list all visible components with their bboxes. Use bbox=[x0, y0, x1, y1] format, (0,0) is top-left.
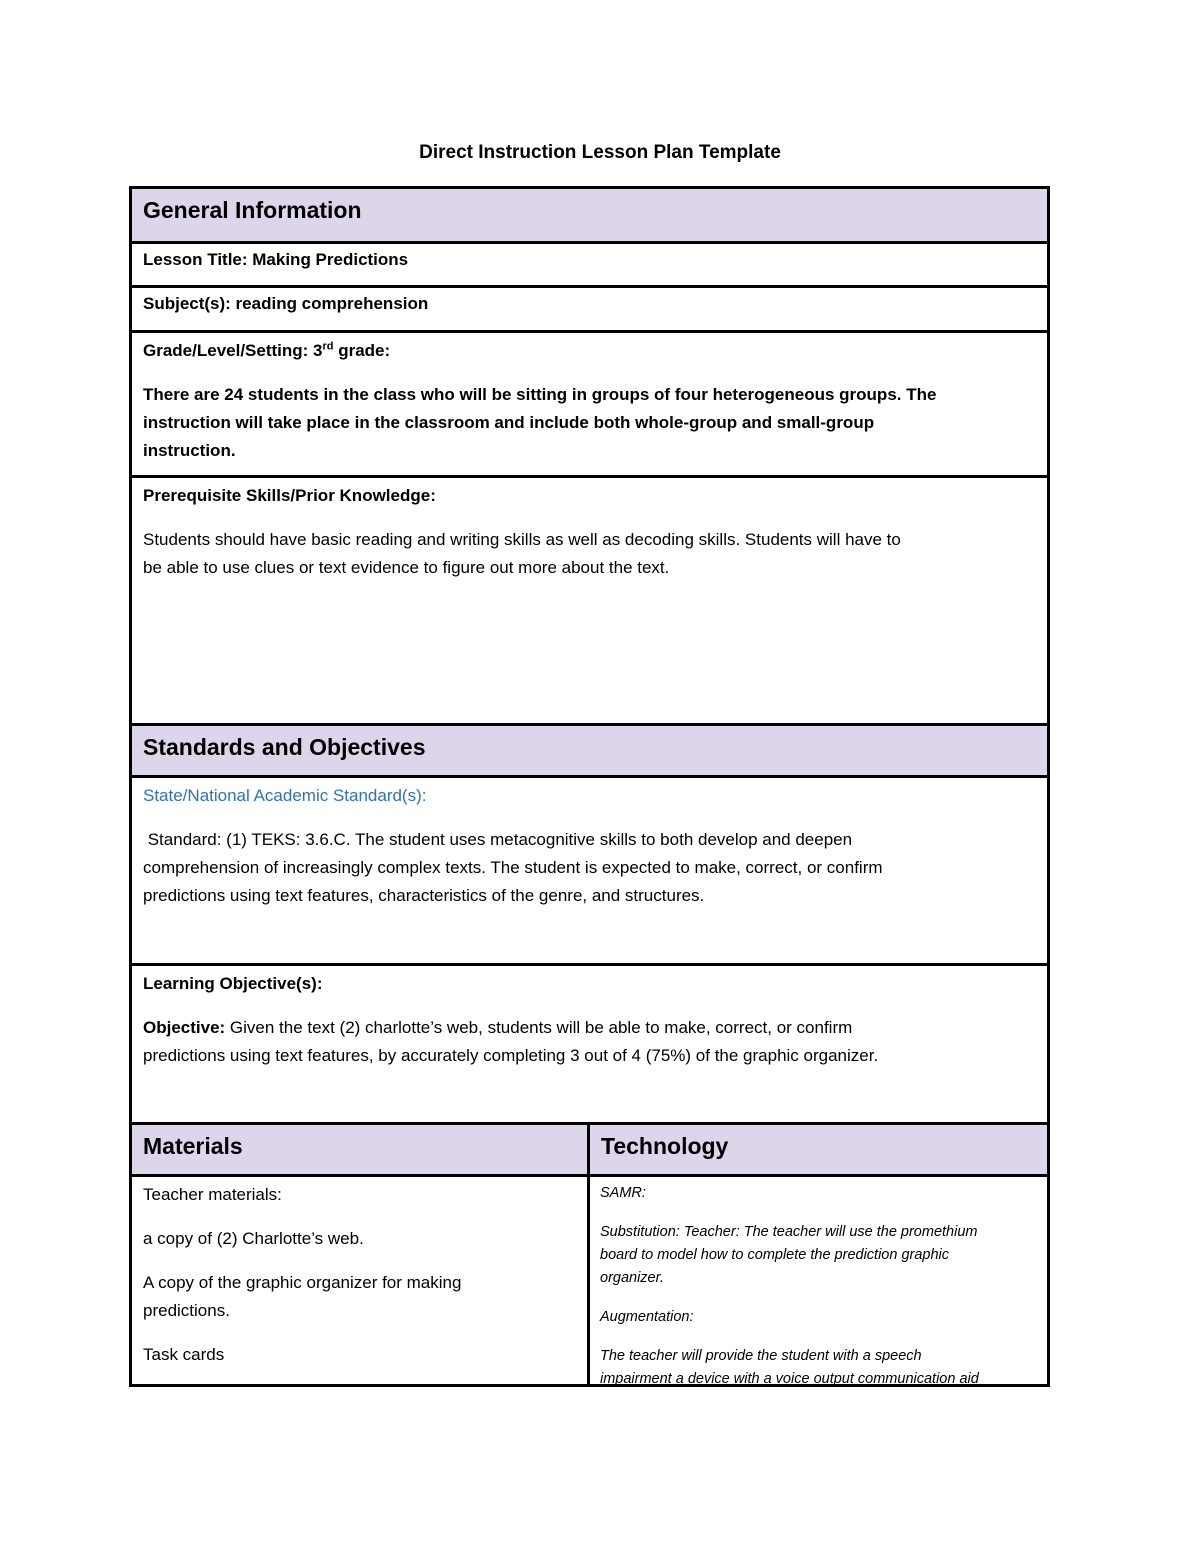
prerequisite-text-line-2: be able to use clues or text evidence to figure out more about the text. bbox=[143, 558, 670, 577]
prerequisite-skills-row bbox=[132, 478, 1047, 726]
academic-standards-row bbox=[132, 778, 1047, 966]
academic-standards-label: State/National Academic Standard(s): bbox=[143, 786, 427, 805]
materials-technology-content-row bbox=[132, 1177, 1047, 1387]
standard-text-line-3: predictions using text features, characteristics of the genre, and structures. bbox=[143, 886, 705, 905]
general-information-header: General Information bbox=[132, 189, 1047, 244]
standard-text-line-1: Standard: (1) TEKS: 3.6.C. The student uses metacognitive skills to both develop and deepen bbox=[143, 830, 853, 849]
substitution-text-line-2: board to model how to complete the prediction graphic bbox=[600, 1247, 950, 1263]
lesson-title-row bbox=[132, 244, 1047, 288]
learning-objectives-label: Learning Objective(s): bbox=[143, 974, 323, 993]
augmentation-text-line-1: The teacher will provide the student with a speech bbox=[600, 1348, 922, 1364]
grade-level-setting-label: Grade/Level/Setting: 3rd grade: bbox=[143, 340, 391, 360]
samr-label: SAMR: bbox=[600, 1185, 646, 1201]
materials-list bbox=[132, 1177, 590, 1384]
materials-item: Task cards bbox=[143, 1345, 225, 1364]
prerequisite-label: Prerequisite Skills/Prior Knowledge: bbox=[143, 486, 436, 505]
materials-header: Materials bbox=[132, 1125, 587, 1174]
objective-text-line-2: predictions using text features, by accurately completing 3 out of 4 (75%) of the graphic organizer. bbox=[143, 1046, 879, 1065]
prerequisite-text-line-1: Students should have basic reading and writing skills as well as decoding skills. Students will have to bbox=[143, 530, 901, 549]
lesson-plan-table bbox=[129, 186, 1050, 1387]
subjects: Subject(s): reading comprehension bbox=[143, 294, 429, 313]
grade-text-line-3: instruction. bbox=[143, 441, 236, 460]
materials-technology-header-row bbox=[132, 1125, 1047, 1177]
substitution-text-line-3: organizer. bbox=[600, 1270, 664, 1286]
augmentation-text-line-2: impairment a device with a voice output communication aid bbox=[600, 1371, 979, 1387]
standards-objectives-header: Standards and Objectives bbox=[132, 726, 1047, 778]
materials-item: A copy of the graphic organizer for making bbox=[143, 1273, 462, 1292]
objective-text-line-1: Objective: Given the text (2) charlotte’s web, students will be able to make, correct, or confirm bbox=[143, 1018, 853, 1037]
materials-item: a copy of (2) Charlotte’s web. bbox=[143, 1229, 364, 1248]
document-title: Direct Instruction Lesson Plan Template bbox=[419, 142, 781, 163]
learning-objectives-row bbox=[132, 966, 1047, 1125]
materials-item: predictions. bbox=[143, 1301, 230, 1320]
standard-text-line-2: comprehension of increasingly complex texts. The student is expected to make, correct, or confirm bbox=[143, 858, 883, 877]
materials-item: Teacher materials: bbox=[143, 1185, 282, 1204]
substitution-text-line-1: Substitution: Teacher: The teacher will use the promethium bbox=[600, 1224, 978, 1240]
grade-text-line-2: instruction will take place in the classroom and include both whole-group and small-group bbox=[143, 413, 875, 432]
lesson-title: Lesson Title: Making Predictions bbox=[143, 250, 409, 269]
subjects-row bbox=[132, 288, 1047, 333]
technology-header: Technology bbox=[590, 1125, 1047, 1174]
augmentation-label: Augmentation: bbox=[600, 1309, 694, 1325]
technology-details bbox=[590, 1177, 1047, 1387]
grade-text-line-1: There are 24 students in the class who will be sitting in groups of four heterogeneous groups. The bbox=[143, 385, 937, 404]
grade-level-setting-row bbox=[132, 333, 1047, 478]
